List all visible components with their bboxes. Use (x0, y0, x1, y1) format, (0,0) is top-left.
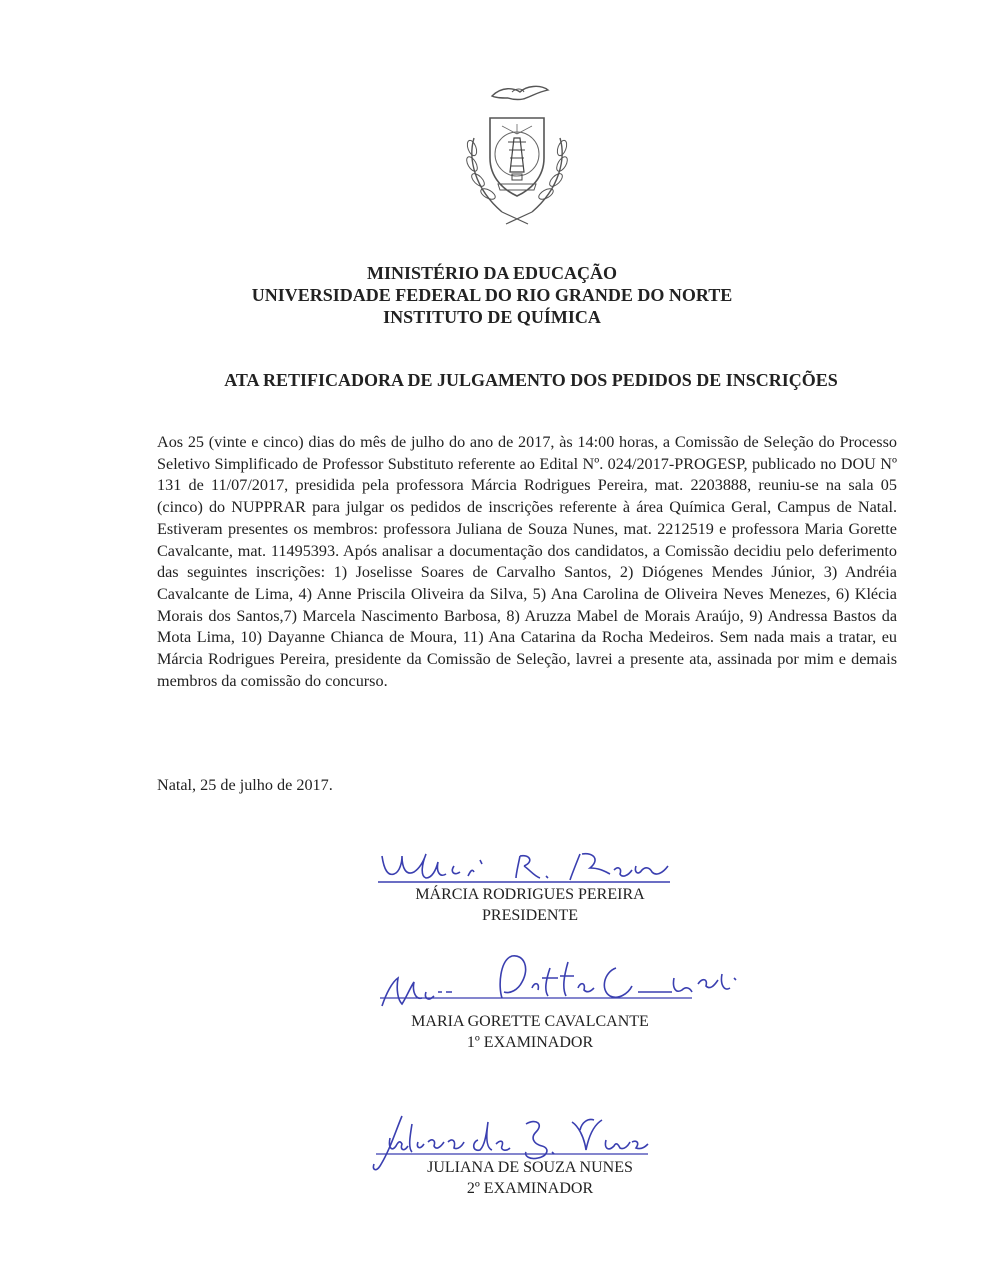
institution-header (0, 262, 984, 328)
signatory-role: 1º EXAMINADOR (466, 1034, 594, 1051)
document-title: ATA RETIFICADORA DE JULGAMENTO DOS PEDIDOS DE INSCRIÇÕES (224, 370, 838, 390)
university-name: UNIVERSIDADE FEDERAL DO RIO GRANDE DO NORTE (251, 285, 733, 305)
institute-name: INSTITUTO DE QUÍMICA (383, 307, 601, 327)
place-date: Natal, 25 de julho de 2017. (157, 776, 333, 794)
signatory-role: 2º EXAMINADOR (466, 1180, 594, 1197)
signatory-name: MARIA GORETTE CAVALCANTE (411, 1013, 649, 1030)
signatory-role: PRESIDENTE (482, 907, 578, 924)
signatory-name: MÁRCIA RODRIGUES PEREIRA (415, 886, 645, 903)
handwritten-signature (372, 948, 752, 1014)
signatory-name: JULIANA DE SOUZA NUNES (427, 1159, 633, 1176)
university-seal-icon (452, 78, 582, 228)
signature-block-president (340, 884, 720, 926)
signature-block-first-examiner (340, 1011, 720, 1053)
ministry-name: MINISTÉRIO DA EDUCAÇÃO (366, 263, 618, 283)
document-body: Aos 25 (vinte e cinco) dias do mês de julho do ano de 2017, às 14:00 horas, a Comissão de Seleção do Processo Seletivo Simplificado de Professor Substituto referente ao Edital Nº. 024/2017-PROGESP, publicado no DOU Nº 131 de 11/07/2017, presidida pela professora Márcia Rodrigues Pereira, mat. 2203888, reuniu-se na sala 05 (cinco) do NUPPRAR para julgar os pedidos de inscrições referente à área Química Geral, Campus de Natal. Estiveram presentes os membros: professora Juliana de Souza Nunes, mat. 2212519 e professora Maria Gorette Cavalcante, mat. 11495393. Após analisar a documentação dos candidatos, a Comissão decidiu pelo deferimento das seguintes inscrições: 1) Joselisse Soares de Carvalho Santos, 2) Diógenes Mendes Júnior, 3) Andréia Cavalcante de Lima, 4) Anne Priscila Oliveira da Silva, 5) Ana Carolina de Oliveira Neves Menezes, 6) Klécia Morais dos Santos,7) Marcela Nascimento Barbosa, 8) Aruzza Mabel de Morais Araújo, 9) Andressa Bastos da Mota Lima, 10) Dayanne Chianca de Moura, 11) Ana Catarina da Rocha Medeiros. Sem nada mais a tratar, eu Márcia Rodrigues Pereira, presidente da Comissão de Seleção, lavrei a presente ata, assinada por mim e demais membros da comissão do concurso. (157, 433, 897, 690)
signature-block-second-examiner (340, 1157, 720, 1199)
handwritten-signature (370, 842, 680, 890)
